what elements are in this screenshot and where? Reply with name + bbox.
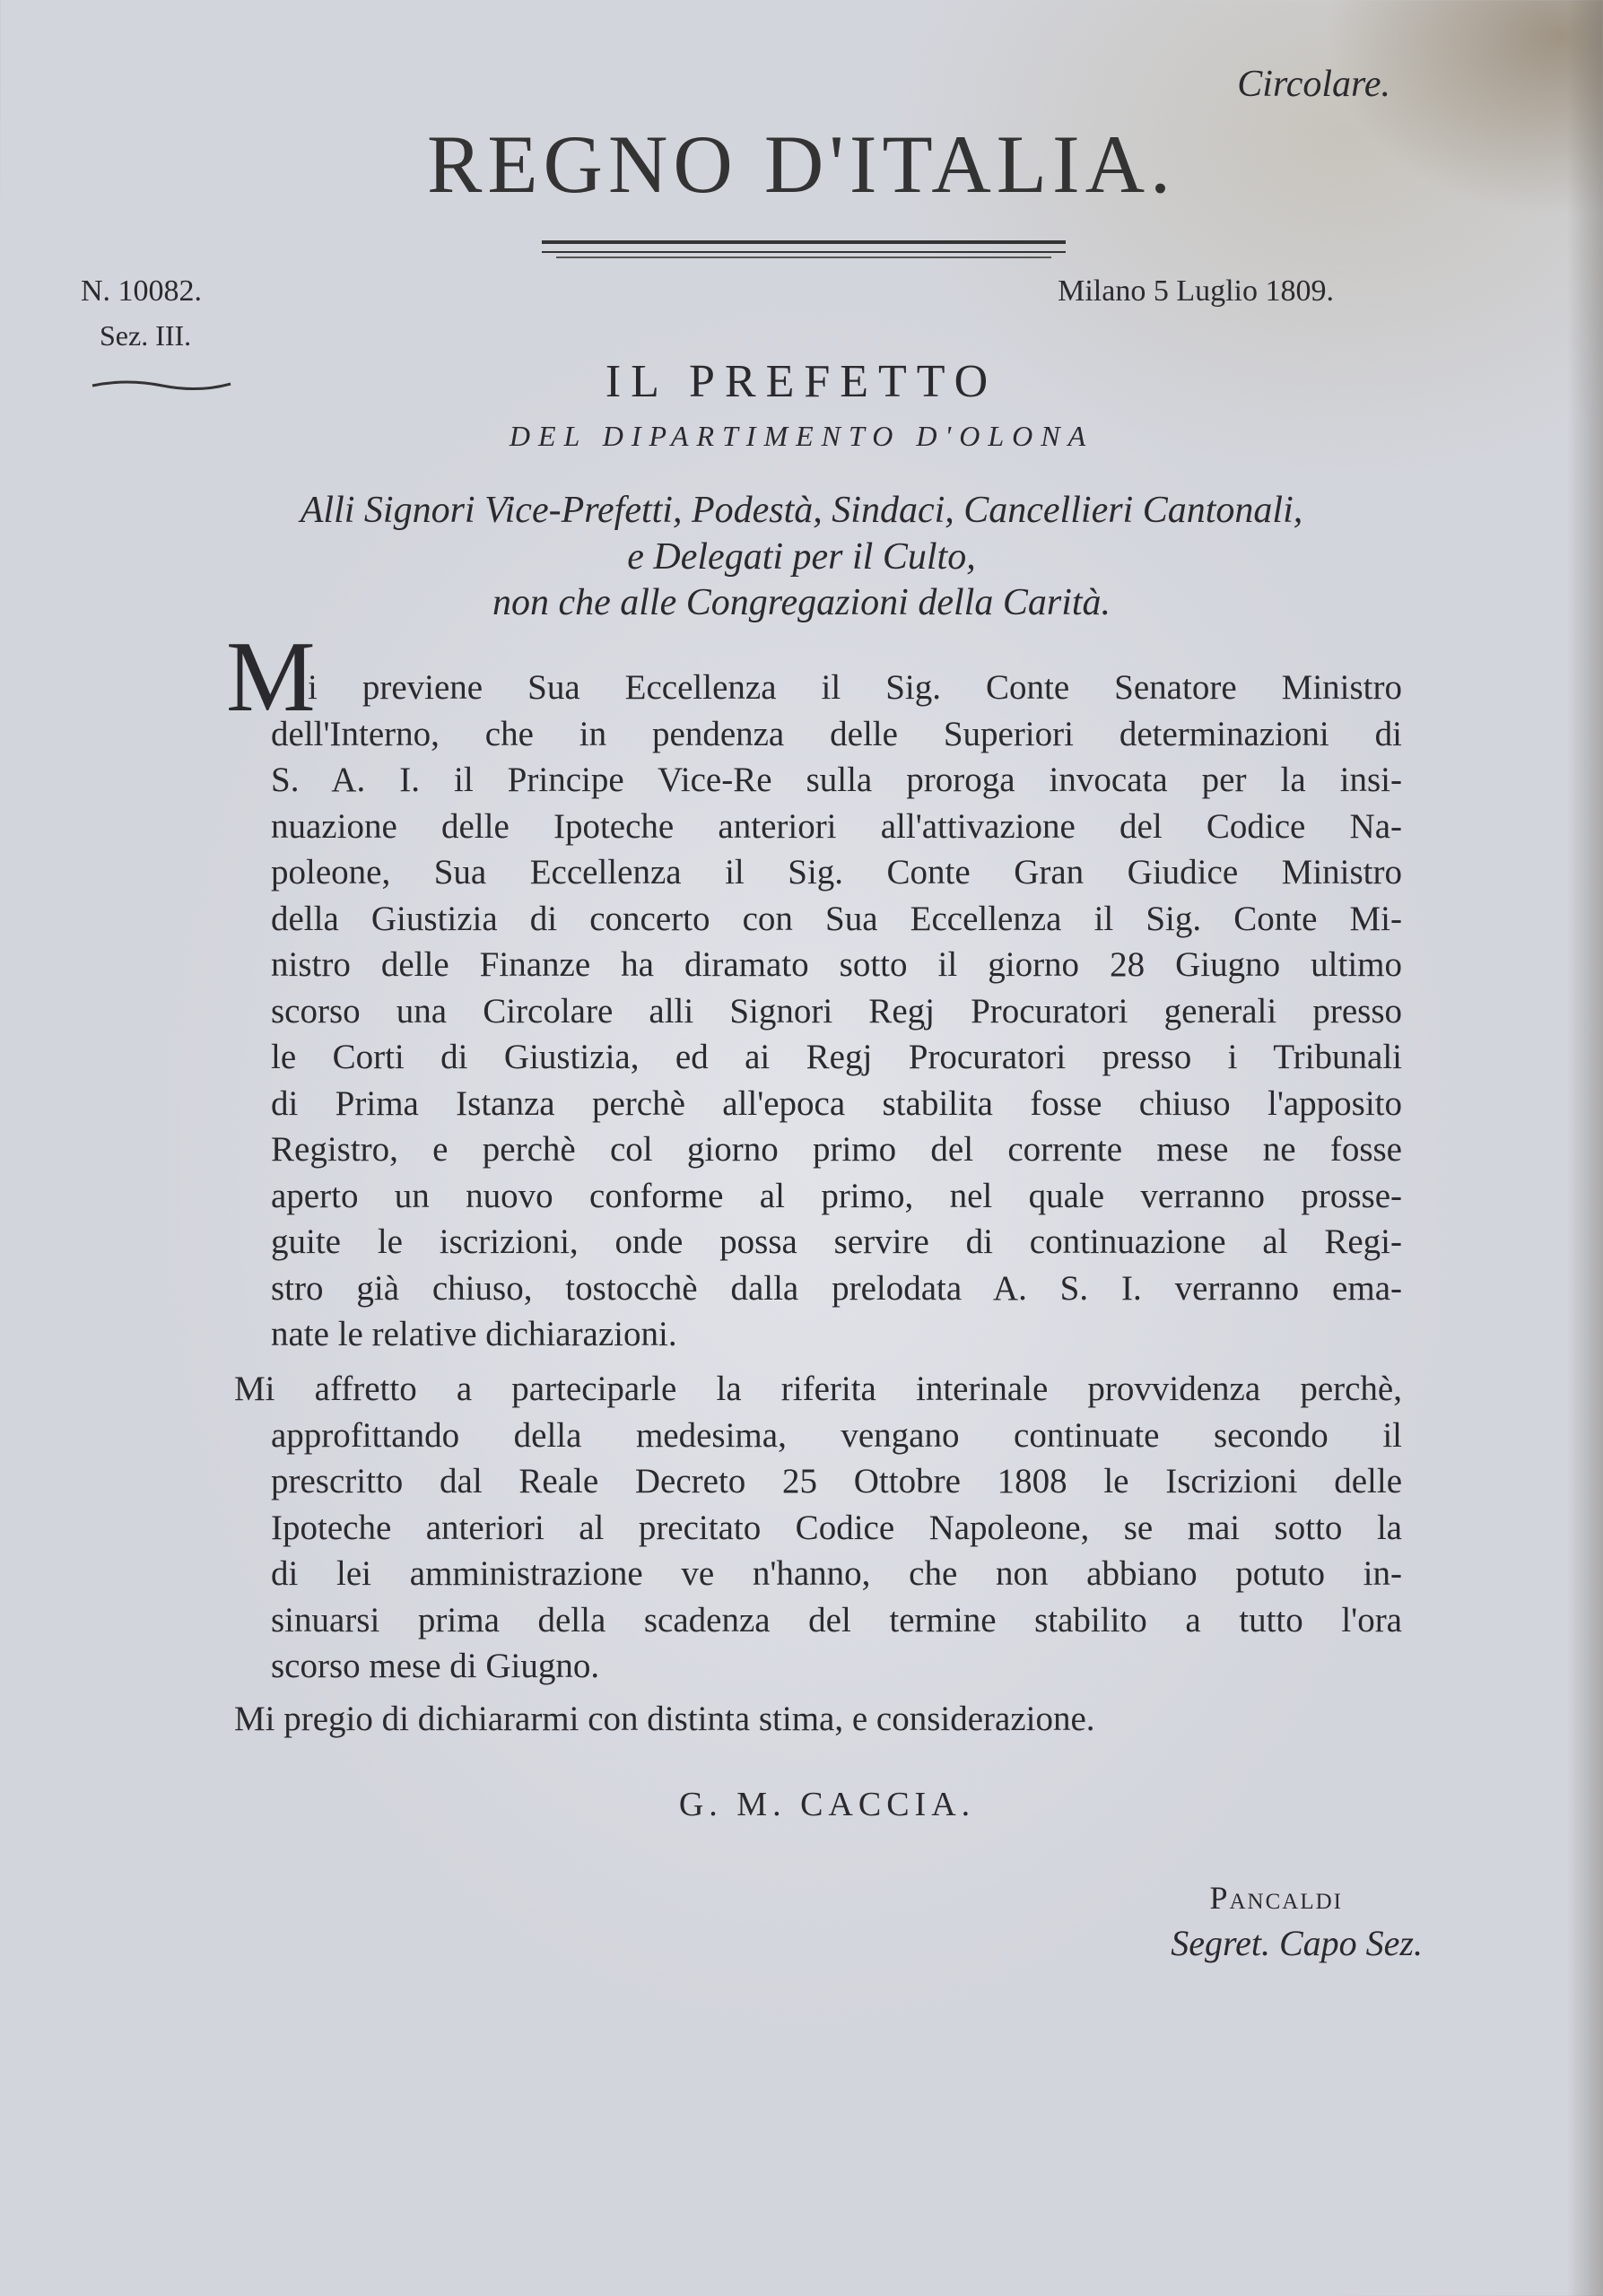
addressee-line: e Delegati per il Culto,	[627, 536, 976, 578]
body-line: scorso una Circolare alli Signori Regj Procuratori generali presso	[271, 991, 1402, 1031]
circular-label: Circolare.	[1237, 64, 1390, 105]
body-line: scorso mese di Giugno.	[271, 1647, 600, 1685]
body-line: approfittando della medesima, vengano continuate secondo il	[271, 1415, 1402, 1455]
section-number: Sez. III.	[100, 319, 192, 352]
body-line: nate le relative dichiarazioni.	[271, 1315, 677, 1353]
document-title: REGNO D'ITALIA.	[426, 118, 1177, 210]
body-line: sinuarsi prima della scadenza del termine stabilito a tutto l'ora	[271, 1600, 1402, 1639]
title-double-rule	[542, 240, 1066, 253]
body-line: nuazione delle Ipoteche anteriori all'attivazione del Codice Na-	[271, 806, 1402, 846]
body-line: di Prima Istanza perchè all'epoca stabilita fosse chiuso l'apposito	[271, 1083, 1402, 1123]
body-line: di lei amministrazione ve n'hanno, che non abbiano potuto in-	[271, 1554, 1402, 1593]
title-rule-thin	[556, 257, 1051, 258]
addressee-line: Alli Signori Vice-Prefetti, Podestà, Sindaci, Cancellieri Cantonali,	[300, 490, 1303, 531]
body-line: Mi pregio di dichiararmi con distinta stima, e considerazione.	[234, 1700, 1095, 1738]
secretary-name: Pancaldi	[1209, 1880, 1343, 1916]
addressee-line: non che alle Congregazioni della Carità.	[492, 582, 1111, 623]
signature-name: G. M. CACCIA.	[678, 1786, 976, 1823]
body-line: prescritto dal Reale Decreto 25 Ottobre 1808 le Iscrizioni delle	[271, 1462, 1402, 1500]
paper-edge-stain	[1567, 0, 1603, 2296]
drop-cap: M	[226, 622, 316, 733]
document-date: Milano 5 Luglio 1809.	[1058, 274, 1334, 308]
body-line: poleone, Sua Eccellenza il Sig. Conte Gran Giudice Ministro	[271, 853, 1402, 891]
body-line: le Corti di Giustizia, ed ai Regj Procuratori presso i Tribunali	[271, 1038, 1402, 1076]
protocol-number: N. 10082.	[81, 274, 203, 308]
body-line: dell'Interno, che in pendenza delle Superiori determinazioni di	[271, 714, 1402, 753]
body-line: della Giustizia di concerto con Sua Eccellenza il Sig. Conte Mi-	[271, 899, 1402, 938]
secretary-title: Segret. Capo Sez.	[1171, 1923, 1423, 1963]
issuer-title: IL PREFETTO	[605, 356, 998, 407]
body-line: Mi affretto a parteciparle la riferita interinale provvidenza perchè,	[234, 1370, 1402, 1408]
body-line: nistro delle Finanze ha diramato sotto il giorno 28 Giugno ultimo	[271, 945, 1402, 984]
body-line: stro già chiuso, tostocchè dalla prelodata A. S. I. verranno ema-	[271, 1268, 1402, 1308]
body-line: aperto un nuovo conforme al primo, nel quale verranno prosse-	[271, 1176, 1402, 1215]
body-line: S. A. I. il Principe Vice-Re sulla proroga invocata per la insi-	[271, 761, 1402, 799]
body-line: Registro, e perchè col giorno primo del corrente mese ne fosse	[271, 1130, 1402, 1169]
body-line: i previene Sua Eccellenza il Sig. Conte Senatore Ministro	[308, 668, 1402, 707]
body-line: Ipoteche anteriori al precitato Codice Napoleone, se mai sotto la	[271, 1508, 1402, 1547]
body-line: guite le iscrizioni, onde possa servire di continuazione al Regi-	[271, 1222, 1402, 1261]
issuer-department: DEL DIPARTIMENTO D'OLONA	[509, 420, 1094, 452]
